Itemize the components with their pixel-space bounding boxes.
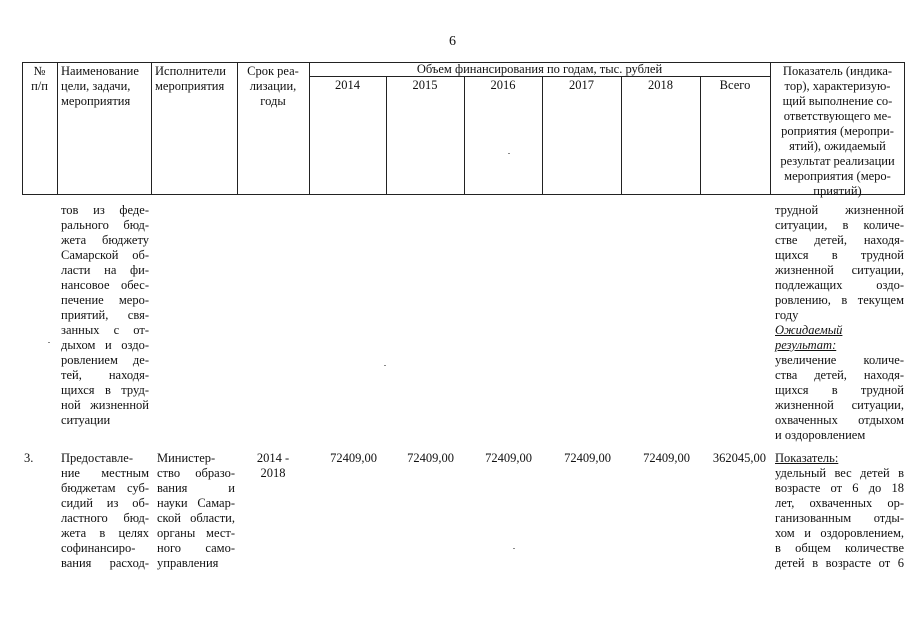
- row3-value-2015: 72409,00: [407, 451, 454, 465]
- row3-value-2018: 72409,00: [643, 451, 690, 465]
- continued-indicator-line: жизненной ситуации,: [775, 263, 904, 277]
- continued-indicator-line: щихся в трудной: [775, 248, 904, 262]
- continued-name: [61, 203, 149, 428]
- row3-indicator-line: детей в возрасте от 6: [775, 556, 904, 570]
- row3-indicator-label: Показатель:: [775, 451, 839, 465]
- continued-name-line: ласти на фи-: [61, 263, 149, 277]
- continued-indicator-line: трудной жизненной: [775, 203, 904, 217]
- row3-name-line: жета в целях: [61, 526, 149, 540]
- row3-name-line: ние местным: [61, 466, 149, 480]
- row3-num: 3.: [24, 451, 34, 465]
- scan-speck: [508, 153, 510, 154]
- expected-result-label: Ожидаемый результат:: [775, 323, 843, 352]
- scan-speck: [513, 548, 515, 549]
- continued-name-line: дыхом и оздо-: [61, 338, 149, 352]
- header-term: Срок реа- лизации, годы: [247, 64, 299, 108]
- row3-indicator-line: ганизованным отды-: [775, 511, 904, 525]
- continued-name-line: занных с от-: [61, 323, 149, 337]
- row3-indicator-line: хом и оздоровлением,: [775, 526, 904, 540]
- row3-indicator-line: лет, охваченных ор-: [775, 496, 904, 510]
- row3-executor-line: вания и: [157, 481, 235, 495]
- continued-result-line: охваченных отдыхом: [775, 413, 904, 427]
- continued-result-line: увеличение количе-: [775, 353, 904, 367]
- continued-indicator-line: ситуации, в количе-: [775, 218, 904, 232]
- continued-name-line: рального бюд-: [61, 218, 149, 232]
- continued-indicator-line: ровлению, в текущем: [775, 293, 904, 307]
- row3-executor-line: науки Самар-: [157, 496, 235, 510]
- row3-indicator-line: в общем количестве: [775, 541, 904, 555]
- row3-executor-line: Министер-: [157, 451, 216, 465]
- header-year-2018: 2018: [648, 78, 673, 92]
- header-year-2014: 2014: [335, 78, 360, 92]
- header-name: Наименование цели, задачи, мероприятия: [61, 64, 139, 108]
- header-year-2016: 2016: [490, 78, 516, 92]
- continued-result-line: и оздоровлением: [775, 428, 866, 442]
- row3-term: 2014 - 2018: [256, 451, 290, 480]
- header-num: № п/п: [31, 64, 48, 93]
- header-indicator: Показатель (индика- тор), характеризую- щий выполнение со- ответствующего ме- роприятия (меропри- ятий), ожидаемый результат реализации мероприятия (меро- приятий): [780, 64, 895, 198]
- row3-executor-line: органы мест-: [157, 526, 235, 540]
- row3-name-line: бюджетам суб-: [61, 481, 149, 495]
- row3-name: [61, 451, 149, 571]
- scan-speck: [48, 342, 50, 343]
- row3-executor-line: управления: [157, 556, 219, 570]
- page-number: 6: [449, 34, 456, 49]
- continued-name-line: тей, находя-: [61, 368, 149, 382]
- row3-name-line: сидий из об-: [61, 496, 149, 510]
- continued-indicator-line: году: [775, 308, 799, 322]
- continued-indicator-line: стве детей, находя-: [775, 233, 904, 247]
- continued-indicator-line: подлежащих оздо-: [775, 278, 904, 292]
- row3-indicator: [775, 451, 904, 571]
- header-total: Всего: [719, 78, 751, 92]
- header-year-2015: 2015: [412, 78, 438, 92]
- row3-name-line: софинансиро-: [61, 541, 136, 555]
- scan-speck: [384, 365, 386, 366]
- continued-indicator: [775, 203, 904, 443]
- row3-executor-line: ного само-: [157, 541, 235, 555]
- header-funding-title: Объем финансирования по годам, тыс. рублей: [416, 62, 663, 76]
- row3-indicator-line: возрасте от 6 до 18: [775, 481, 904, 495]
- row3-executors: [157, 451, 235, 571]
- header-executors: Исполнители мероприятия: [155, 64, 226, 93]
- continued-name-line: нансовое обес-: [61, 278, 149, 292]
- row3-value-total: 362045,00: [712, 451, 766, 465]
- row3-name-line: вания расход-: [61, 556, 149, 570]
- continued-result-line: щихся в трудной: [775, 383, 904, 397]
- continued-name-line: приятий, свя-: [61, 308, 149, 322]
- continued-result-line: жизненной ситуации,: [775, 398, 904, 412]
- row3-indicator-line: удельный вес детей в: [775, 466, 904, 480]
- continued-name-line: ной жизненной: [61, 398, 149, 412]
- continued-name-line: ровлением де-: [61, 353, 149, 367]
- row3-value-2014: 72409,00: [330, 451, 377, 465]
- row3-executor-line: ство образо-: [157, 466, 235, 480]
- header-year-2017: 2017: [569, 78, 594, 92]
- row3-executor-line: ской области,: [157, 511, 235, 525]
- row3-name-line: ластного бюд-: [61, 511, 149, 525]
- row3-value-2016: 72409,00: [485, 451, 532, 465]
- row3-name-line: Предоставле-: [61, 451, 133, 465]
- continued-name-line: печение меро-: [61, 293, 149, 307]
- continued-result-line: ства детей, находя-: [775, 368, 904, 382]
- continued-name-line: щихся в труд-: [61, 383, 149, 397]
- continued-name-line: Самарской об-: [61, 248, 149, 262]
- continued-name-line: тов из феде-: [61, 203, 149, 217]
- continued-name-line: ситуации: [61, 413, 111, 427]
- continued-name-line: жета бюджету: [61, 233, 149, 247]
- row3-value-2017: 72409,00: [564, 451, 611, 465]
